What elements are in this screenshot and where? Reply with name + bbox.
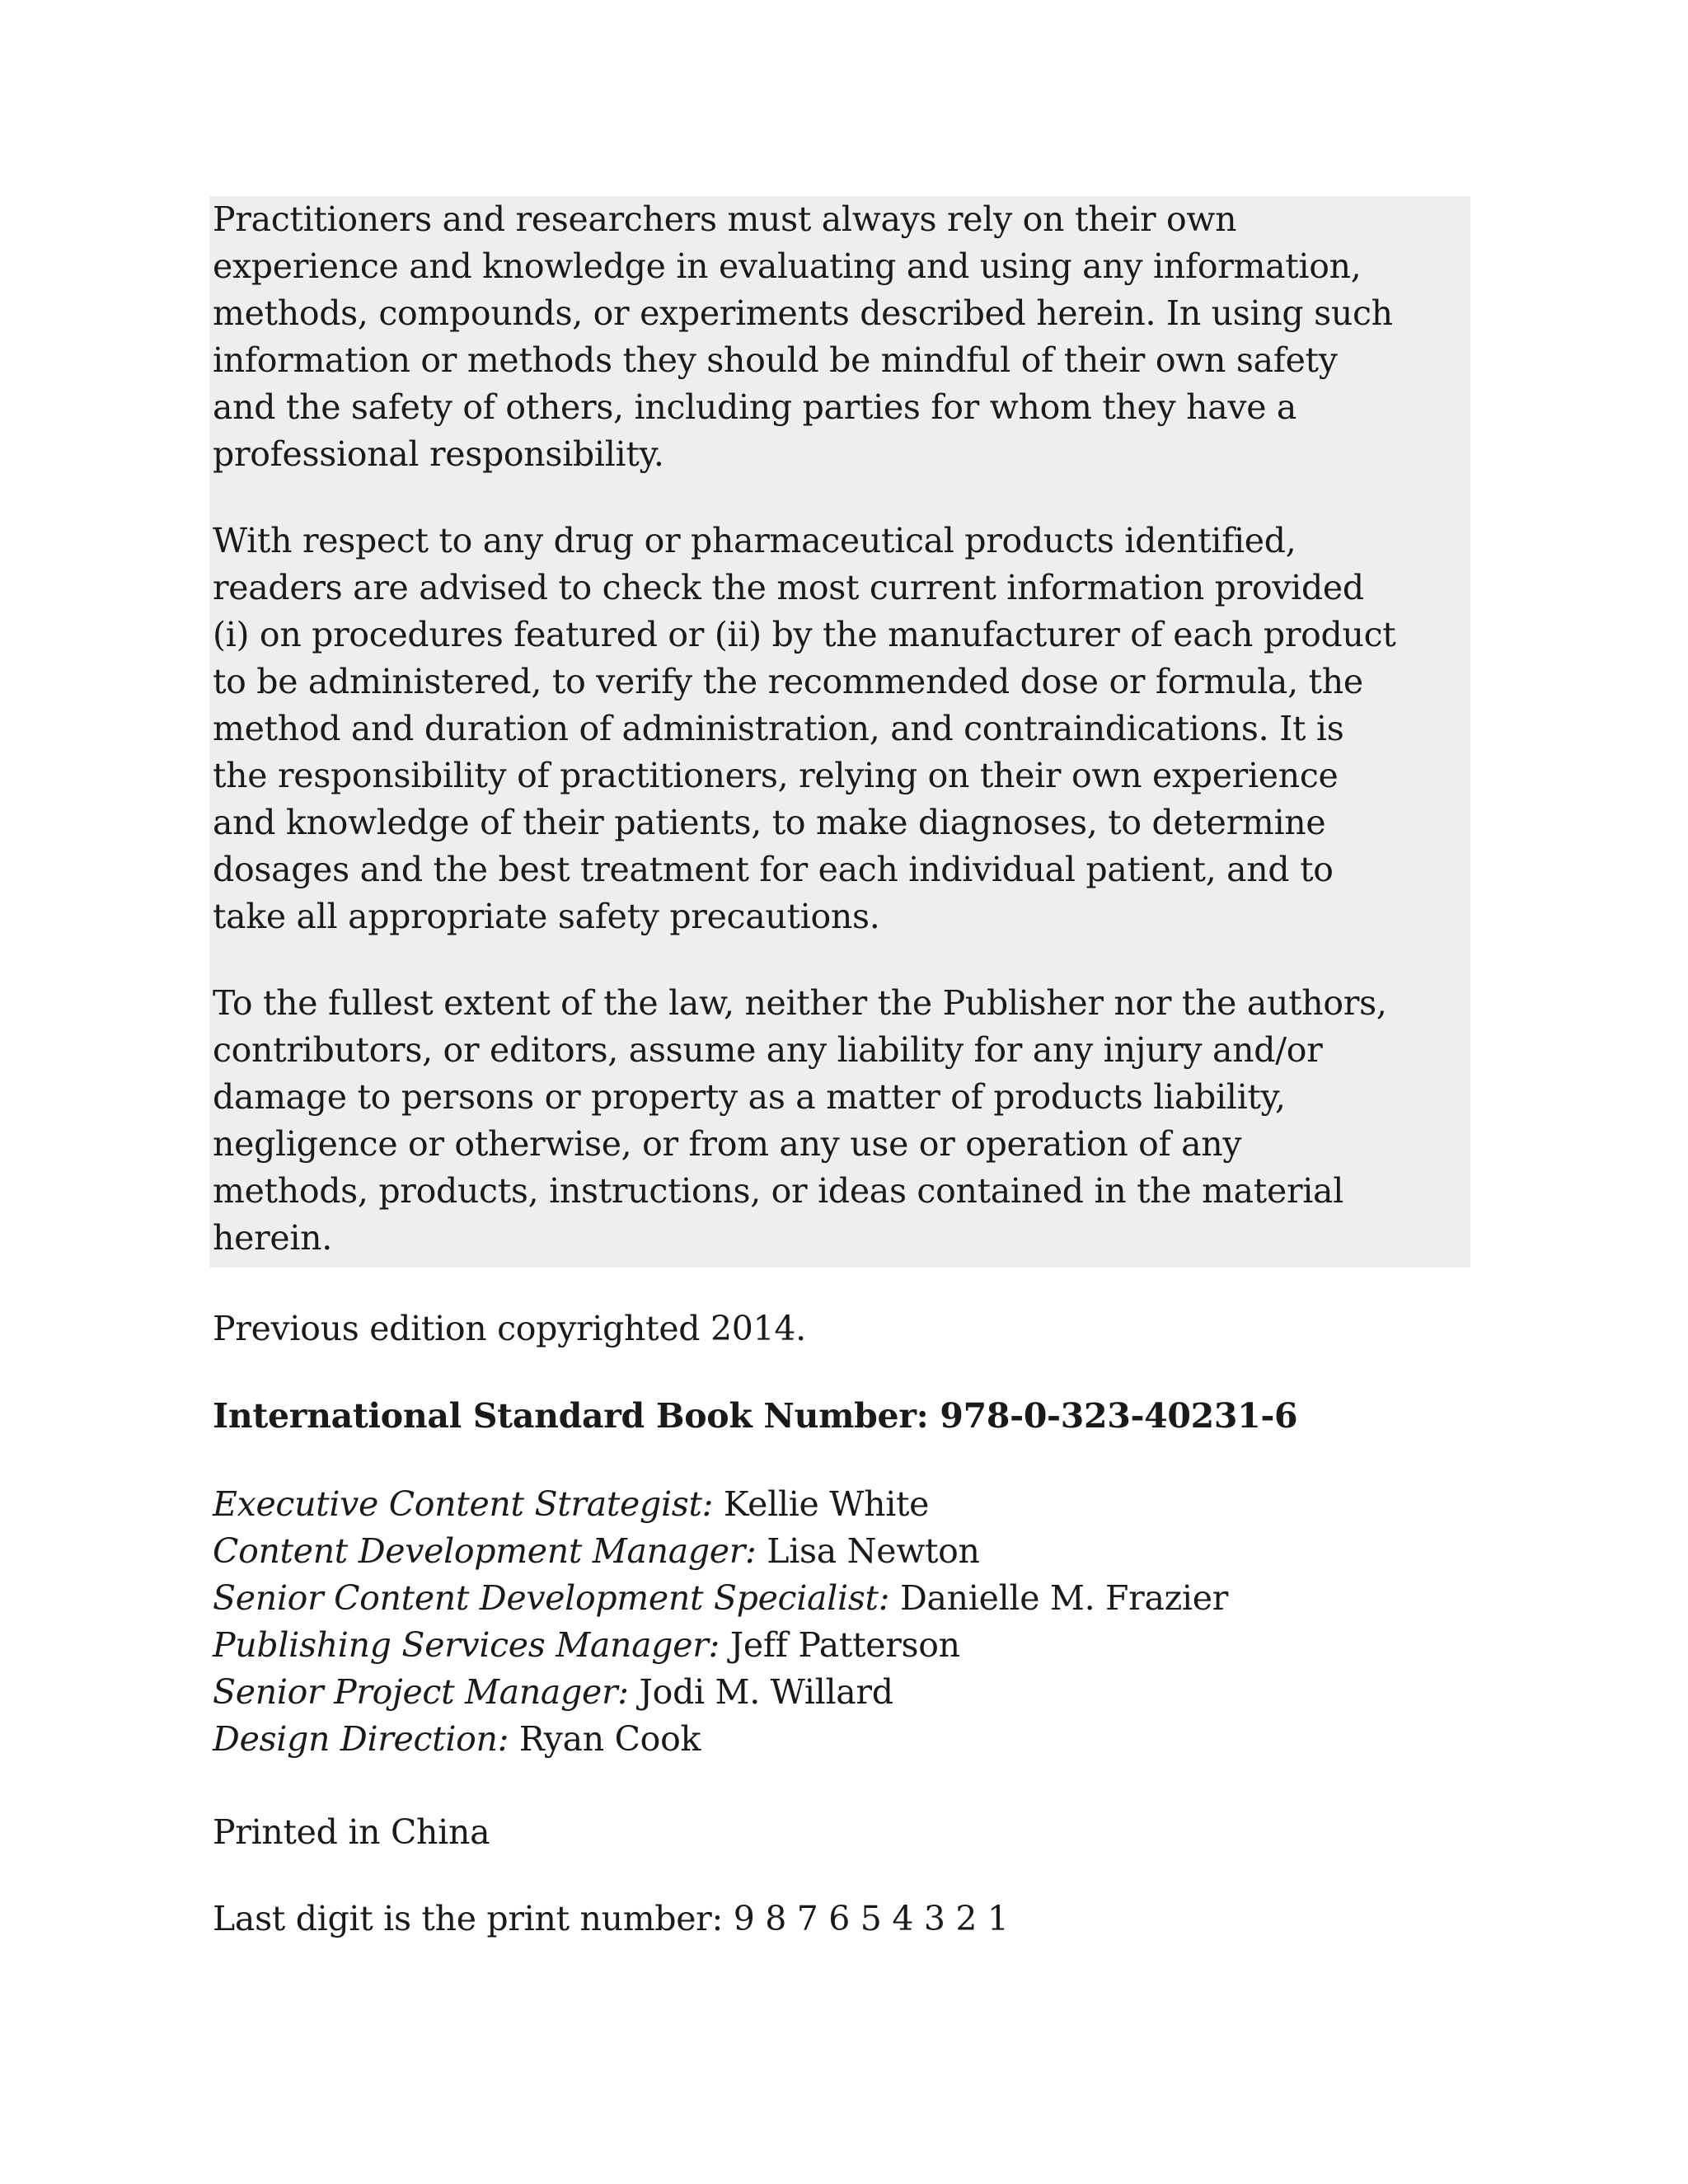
credit-line xyxy=(213,1528,1482,1575)
printed-in: Printed in China xyxy=(213,1812,490,1852)
credit-name: Jodi M. Willard xyxy=(628,1672,893,1712)
credit-name: Kellie White xyxy=(713,1484,930,1524)
notice-paragraph-liability: To the fullest extent of the law, neither the Publisher nor the authors, contributors, or editors, assume any liability for any injury and/or damage to persons or property as a matter of products liability, negligence or otherwise, or from any use or operation of any methods, products, instructions, or ideas contained in the material herein. xyxy=(213,983,1387,1258)
previous-edition: Previous edition copyrighted 2014. xyxy=(213,1309,806,1348)
credit-line xyxy=(213,1622,1482,1669)
credit-role: Content Development Manager: xyxy=(213,1531,757,1571)
notice-paragraph-drugs: With respect to any drug or pharmaceutical products identified, readers are advised to check the most current information provided (i) on procedures featured or (ii) by the manufacturer of each product to be administered, to verify the recommended dose or formula, the method and duration of administration, and contraindications. It is the responsibility of practitioners, relying on their own experience and knowledge of their patients, to make diagnoses, to determine dosages and the best treatment for each individual patient, and to take all appropriate safety precautions. xyxy=(213,521,1396,936)
isbn: International Standard Book Number: 978-0-323-40231-6 xyxy=(213,1396,1298,1436)
notice-text xyxy=(213,196,1482,1262)
credit-line xyxy=(213,1716,1482,1763)
credit-role: Senior Project Manager: xyxy=(213,1672,629,1712)
print-number: Last digit is the print number: 9 8 7 6 5 4 3 2 1 xyxy=(213,1899,1009,1938)
credit-name: Ryan Cook xyxy=(509,1719,701,1759)
credit-name: Lisa Newton xyxy=(756,1531,980,1571)
credits-list xyxy=(213,1481,1482,1763)
credit-name: Jeff Patterson xyxy=(720,1625,960,1665)
credit-line xyxy=(213,1481,1482,1528)
credit-role: Design Direction: xyxy=(213,1719,509,1759)
notice-paragraph-safety: Practitioners and researchers must always rely on their own experience and knowledge in evaluating and using any information, methods, compounds, or experiments described herein. In using such information or methods they should be mindful of their own safety and the safety of others, including parties for whom they have a professional responsibility. xyxy=(213,199,1393,474)
credit-name: Danielle M. Frazier xyxy=(889,1578,1229,1618)
credit-role: Senior Content Development Specialist: xyxy=(213,1578,890,1618)
credit-line xyxy=(213,1669,1482,1716)
credit-role: Executive Content Strategist: xyxy=(213,1484,714,1524)
credit-line xyxy=(213,1575,1482,1622)
credit-role: Publishing Services Manager: xyxy=(213,1625,720,1665)
